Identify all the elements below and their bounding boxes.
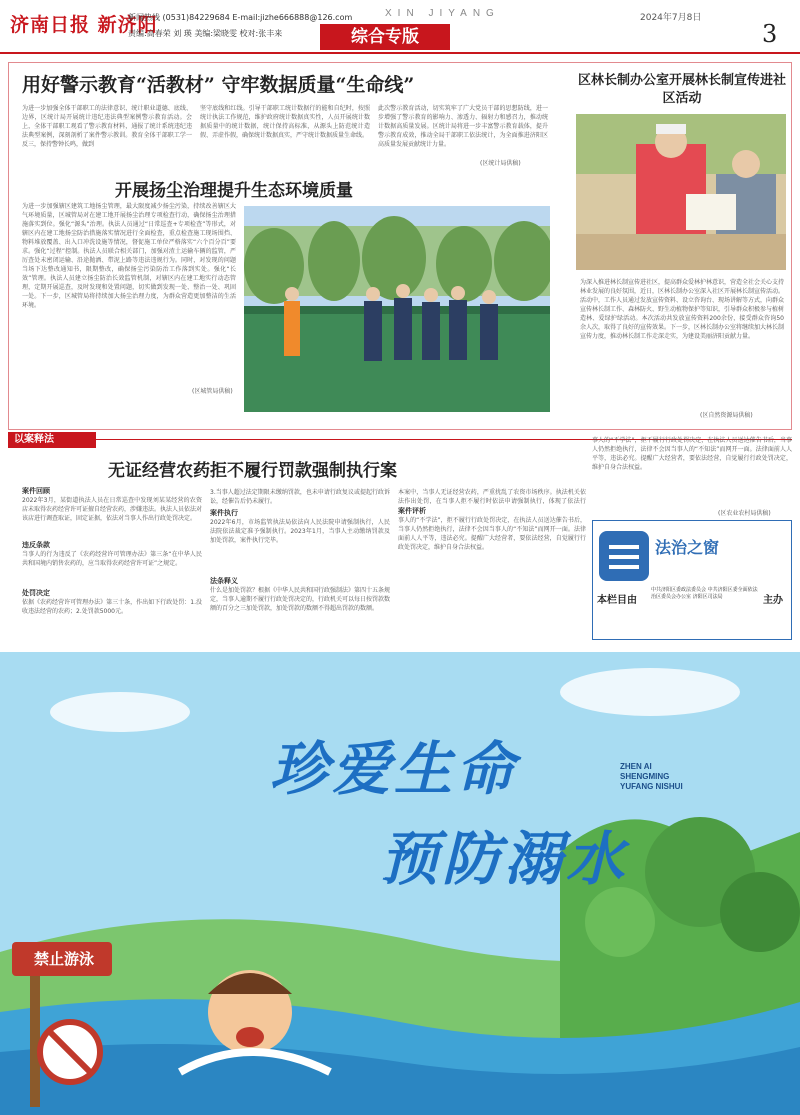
staff-info: 责编:高春荣 刘 瑛 美编:梁晓雯 校对:张丰来 xyxy=(128,29,283,38)
article2-credit: (区城管局供稿) xyxy=(192,388,233,395)
forest-chief-photo xyxy=(576,114,786,270)
law-explain-text: 什么是加处罚款？根据《中华人民共和国行政强制法》第四十五条规定，当事人逾期不履行行政处罚决定的，行政机关可以每日按罚款数额的百分之三加处罚款，加处罚款的数额不得超出罚款的数额。 xyxy=(210,587,390,612)
case-review-text: 2022年3月，某街道执法人员在日常巡查中发现刘某某经营的农资店未取得农药经营许可证擅自经营农药，涉嫌违法。执法人员依法对该店进行调查取证，固定证据，依法对当事人作出行政处罚决定。 xyxy=(22,497,202,522)
article1-credit: (区统计局供稿) xyxy=(480,160,521,167)
no-swimming-sign: 禁止游泳 xyxy=(33,950,94,968)
violation-text: 当事人的行为违反了《农药经营许可管理办法》第三条“在中华人民共和国境内销售农药的，应当取得农药经营许可证”之规定。 xyxy=(22,551,202,567)
penalty-heading: 处罚决定 xyxy=(22,589,50,597)
article1-col2: 坚守底线和红线。引导干部职工统计数据行的能和自纪时，按照统计执法工作规范，维护政府统计数据真实性，人员开展统计数据质量中的统计数据，统计保持高标准，从源头上防范统计造假、弄虚作假，确保统计数据真实，严守统计数据质量生命线。 xyxy=(200,105,370,139)
law-window-title: 法治之窗 xyxy=(655,538,720,557)
article1-title: 用好警示教育“活教材” 守牢数据质量“生命线” xyxy=(22,74,415,96)
article2-title: 开展扬尘治理提升生态环境质量 xyxy=(115,181,353,201)
section-banner: 综合专版 xyxy=(320,24,450,50)
dust-control-photo xyxy=(244,206,550,412)
case-review-heading: 案件回顾 xyxy=(22,487,50,495)
case-col2-text: 3.当事人超过法定期限未缴纳罚款，也未申请行政复议或提起行政诉讼，经催告后仍未履行。 xyxy=(210,489,390,505)
poster-pinyin: ZHEN AI SHENGMING YUFANG NISHUI xyxy=(620,762,683,791)
execution-heading: 案件执行 xyxy=(210,509,238,517)
newspaper-logo: 济南日报 新济阳 xyxy=(10,14,158,36)
analysis-heading: 案件评析 xyxy=(398,507,426,515)
article1-col1: 为进一步加强全体干部职工的法律意识、统计职业道德、底线、边界，区统计局开展统计违纪违法典型案例警示教育活动。会上，全体干部职工观看了警示教育材料，通报了统计系统违纪违法典型案例，深刻剖析了案件警示教训。教育全体干部职工学一反三，保持警钟长鸣，做到 xyxy=(22,105,192,148)
article3-body: 为深入推进林长制宣传进社区，提高群众爱林护林意识，营造全社会关心支持林业发展的良好氛围，近日，区林长制办公室深入社区开展林长制宣传活动。活动中，工作人员通过发放宣传资料、设立咨询台、现场讲解等方式，向群众宣传林长制工作、森林防火、野生动植物保护等知识，引导群众积极参与植树造林、爱绿护绿活动。本次活动共发放宣传资料200余份，接受群众咨询50余人次，取得了良好的宣传效果。下一步，区林长制办公室将继续加大林长制宣传力度，推动林长制工作走深走实，为建设美丽济阳贡献力量。 xyxy=(580,279,784,340)
poster-title-line2: 预防溺水 xyxy=(380,825,629,893)
violation-heading: 违反条款 xyxy=(22,541,50,549)
hotline-info: 新闻热线 (0531)84229684 E-mail:jizhe666888@126.com xyxy=(128,13,353,22)
law-window-right: 主办 xyxy=(763,595,783,606)
rule-of-law-window xyxy=(592,520,792,640)
poster-title-line1: 珍爱生命 xyxy=(270,735,519,803)
masthead-pinyin: XIN JIYANG xyxy=(385,8,500,19)
case-col4-text: 事人的“不学法”，拒不履行行政处罚决定，在执法人员送达催告书后，当事人仍然拒绝执行，法律不会因当事人的“不知法”而网开一面。法律面前人人平等，违法必究。提醒广大经营者，要依法经营，自觉履行行政处罚决定，维护自身合法权益。 xyxy=(592,437,792,471)
article3-credit: (区自然资源局供稿) xyxy=(700,412,753,419)
penalty-text: 依据《农药经营许可管理办法》第三十条，作出如下行政处罚：1.没收违法经营的农药；2.处罚款5000元。 xyxy=(22,599,202,615)
drowning-prevention-poster xyxy=(0,652,800,1115)
article1-col3: 此次警示教育活动，切实筑牢了广大党员干部的思想防线，进一步增强了警示教育的影响力、渗透力、辐射力和感召力，推动统计数据高质量发展。区统计局将进一步丰富警示教育载体，提升警示教育成效，推动全局干部职工依法统计，为全面推进济阳区高质量发展贡献统计力量。 xyxy=(378,105,548,148)
law-window-orgs: 中共济阳区委政法委员会 中共济阳区委全面依法治区委员会办公室 济阳区司法局 xyxy=(651,587,758,600)
page-number: 3 xyxy=(762,20,778,48)
law-window-left: 本栏目由 xyxy=(597,595,637,606)
masthead-divider xyxy=(0,52,800,54)
article4-title: 无证经营农药拒不履行罚款强制执行案 xyxy=(108,461,397,481)
article2-body: 为进一步加强辖区建筑工地扬尘管理，最大限度减少扬尘污染，持续改善辖区大气环境质量，区城管局对在建工地开展扬尘治理专项检查行动，确保扬尘治理措施落实到位。强化“源头”治理。执法人员通过“日常巡查+专项检查”等形式，对辖区内在建工地扬尘防治措施落实情况进行全面检查，重点检查施工现场围挡、物料堆放覆盖、出入口冲洗设施等情况，督促施工单位严格落实“六个百分百”要求。强化“过程”控制。执法人员联合相关部门，加强对渣土运输车辆的监管，严厉查处未密闭运输、沿途抛洒、带泥上路等违法违规行为。同时，对发现的问题当场下达整改通知书，限期整改，确保扬尘污染防治工作落到实处。强化“长效”管理。执法人员建立扬尘防治长效监管机制，对辖区内在建工地实行动态管理，定期开展巡查，及时发现和处置问题，切实做到发现一处、整治一处、巩固一处。下一步，区城管局将持续加大扬尘治理力度，为群众营造更加整洁的生活环境。 xyxy=(22,203,236,309)
analysis-text: 事人的“不学法”，拒不履行行政处罚决定，在执法人员送达催告书后，当事人仍然拒绝执行，法律不会因当事人的“不知法”而网开一面。法律面前人人平等，违法必究。提醒广大经营者，要依法经营，自觉履行行政处罚决定，维护自身合法权益。 xyxy=(398,517,586,551)
execution-text: 2022年6月，市场监管执法局依法向人民法院申请强制执行，人民法院依法裁定准予强制执行。2023年1月，当事人主动缴纳罚款及加处罚款，案件执行完毕。 xyxy=(210,519,390,544)
masthead xyxy=(0,0,800,55)
article3-title: 区林长制办公室开展林长制宣传进社区活动 xyxy=(578,73,787,106)
analysis-intro: 本案中，当事人无证经营农药，严重扰乱了农资市场秩序。执法机关依法作出处罚，在当事人拒不履行时依法申请强制执行，体现了依法行 xyxy=(398,489,586,504)
article4-credit: (区农业农村局供稿) xyxy=(718,510,771,517)
law-explain-heading: 法条释义 xyxy=(210,577,238,585)
case-section-tag: 以案释法 xyxy=(8,432,96,448)
issue-date: 2024年7月8日 xyxy=(640,13,702,23)
